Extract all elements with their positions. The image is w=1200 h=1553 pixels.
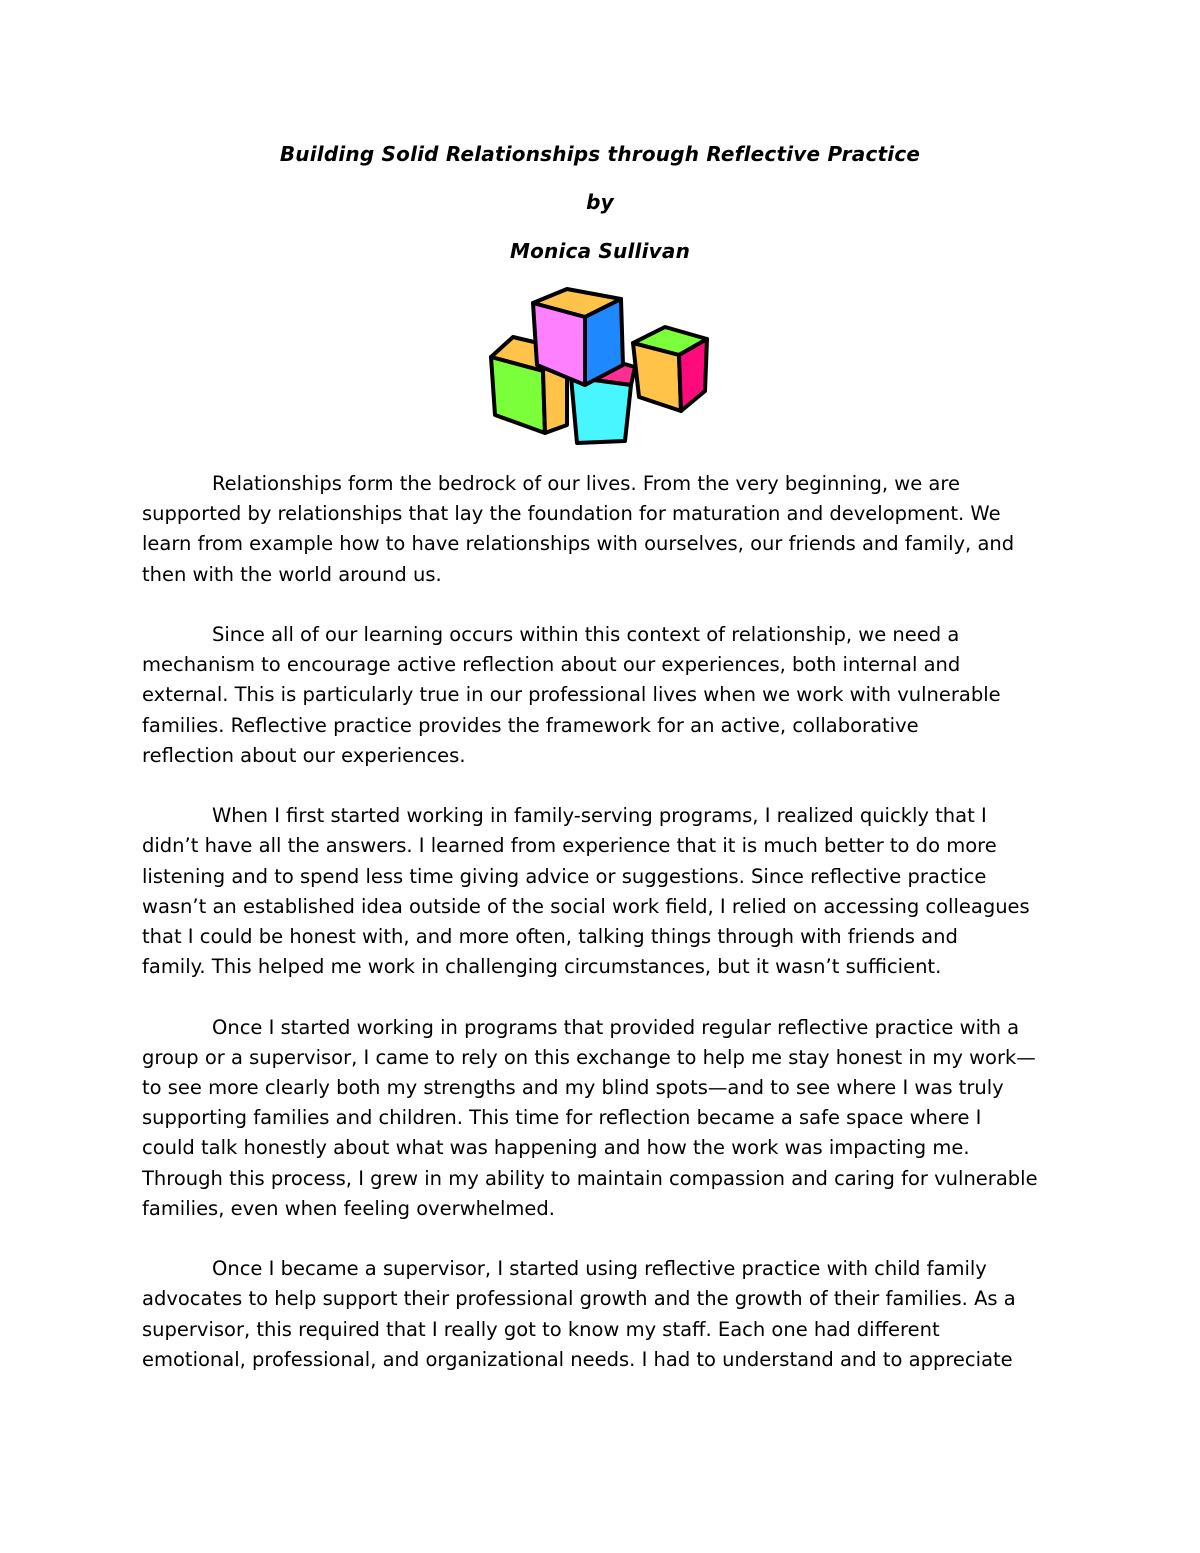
paragraph: [142, 1254, 1072, 1375]
paragraph-line: mechanism to encourage active reflection about our experiences, both internal and: [142, 653, 961, 677]
paragraph: [142, 1013, 1072, 1224]
paragraph-line: Relationships form the bedrock of our lives. From the very beginning, we are: [212, 472, 960, 495]
document-title: Building Solid Relationships through Reflective Practice: [279, 142, 921, 166]
paragraph-line: wasn’t an established idea outside of the social work field, I relied on accessing colleagues: [142, 894, 1030, 918]
blocks-illustration: [485, 285, 715, 450]
author-name: Monica Sullivan: [509, 239, 691, 263]
paragraph-line: Once I became a supervisor, I started using reflective practice with child family: [212, 1257, 987, 1281]
block-left-front: [491, 357, 545, 433]
paragraph: [142, 801, 1072, 982]
document-body: [142, 469, 1072, 1405]
paragraph-line: didn’t have all the answers. I learned from experience that it is much better to do more: [142, 834, 997, 858]
paragraph-line: supporting families and children. This time for reflection became a safe space where I: [142, 1106, 982, 1130]
paragraph: [142, 469, 1072, 590]
paragraph-line: reflection about our experiences.: [142, 743, 466, 767]
paragraph-line: to see more clearly both my strengths and my blind spots—and to see where I was truly: [142, 1076, 1004, 1100]
paragraph-line: family. This helped me work in challenging circumstances, but it wasn’t sufficient.: [142, 955, 942, 979]
block-right-front: [633, 343, 681, 411]
paragraph-line: then with the world around us.: [142, 562, 442, 586]
paragraph-line: supported by relationships that lay the foundation for maturation and development. We: [142, 502, 1001, 526]
paragraph-line: families. Reflective practice provides the framework for an active, collaborative: [142, 713, 919, 737]
paragraph-line: Through this process, I grew in my ability to maintain compassion and caring for vulnerable: [142, 1166, 1038, 1190]
paragraph-line: supervisor, this required that I really got to know my staff. Each one had different: [142, 1317, 940, 1341]
paragraph-line: listening and to spend less time giving advice or suggestions. Since reflective practice: [142, 864, 987, 888]
paragraph-line: families, even when feeling overwhelmed.: [142, 1196, 555, 1220]
block-right: [633, 327, 707, 411]
paragraph-line: external. This is particularly true in our professional lives when we work with vulnerable: [142, 683, 1001, 707]
paragraph-line: Once I started working in programs that provided regular reflective practice with a: [212, 1015, 1020, 1039]
paragraph-line: that I could be honest with, and more often, talking things through with friends and: [142, 925, 958, 949]
paragraph-line: learn from example how to have relationships with ourselves, our friends and family, and: [142, 532, 1015, 556]
paragraph-line: Since all of our learning occurs within this context of relationship, we need a: [212, 623, 960, 646]
paragraph-line: emotional, professional, and organizational needs. I had to understand and to appreciate: [142, 1347, 1013, 1371]
block-top: [533, 289, 623, 385]
paragraph-line: advocates to help support their professional growth and the growth of their families. As a: [142, 1287, 1016, 1311]
paragraph-line: could talk honestly about what was happening and how the work was impacting me.: [142, 1136, 970, 1160]
byline-by: by: [586, 190, 614, 214]
block-bottom-front: [571, 377, 631, 443]
paragraph-line: group or a supervisor, I came to rely on this exchange to help me stay honest in my work—: [142, 1045, 1036, 1069]
paragraph-line: When I first started working in family-serving programs, I realized quickly that I: [212, 804, 987, 828]
paragraph: [142, 620, 1072, 771]
